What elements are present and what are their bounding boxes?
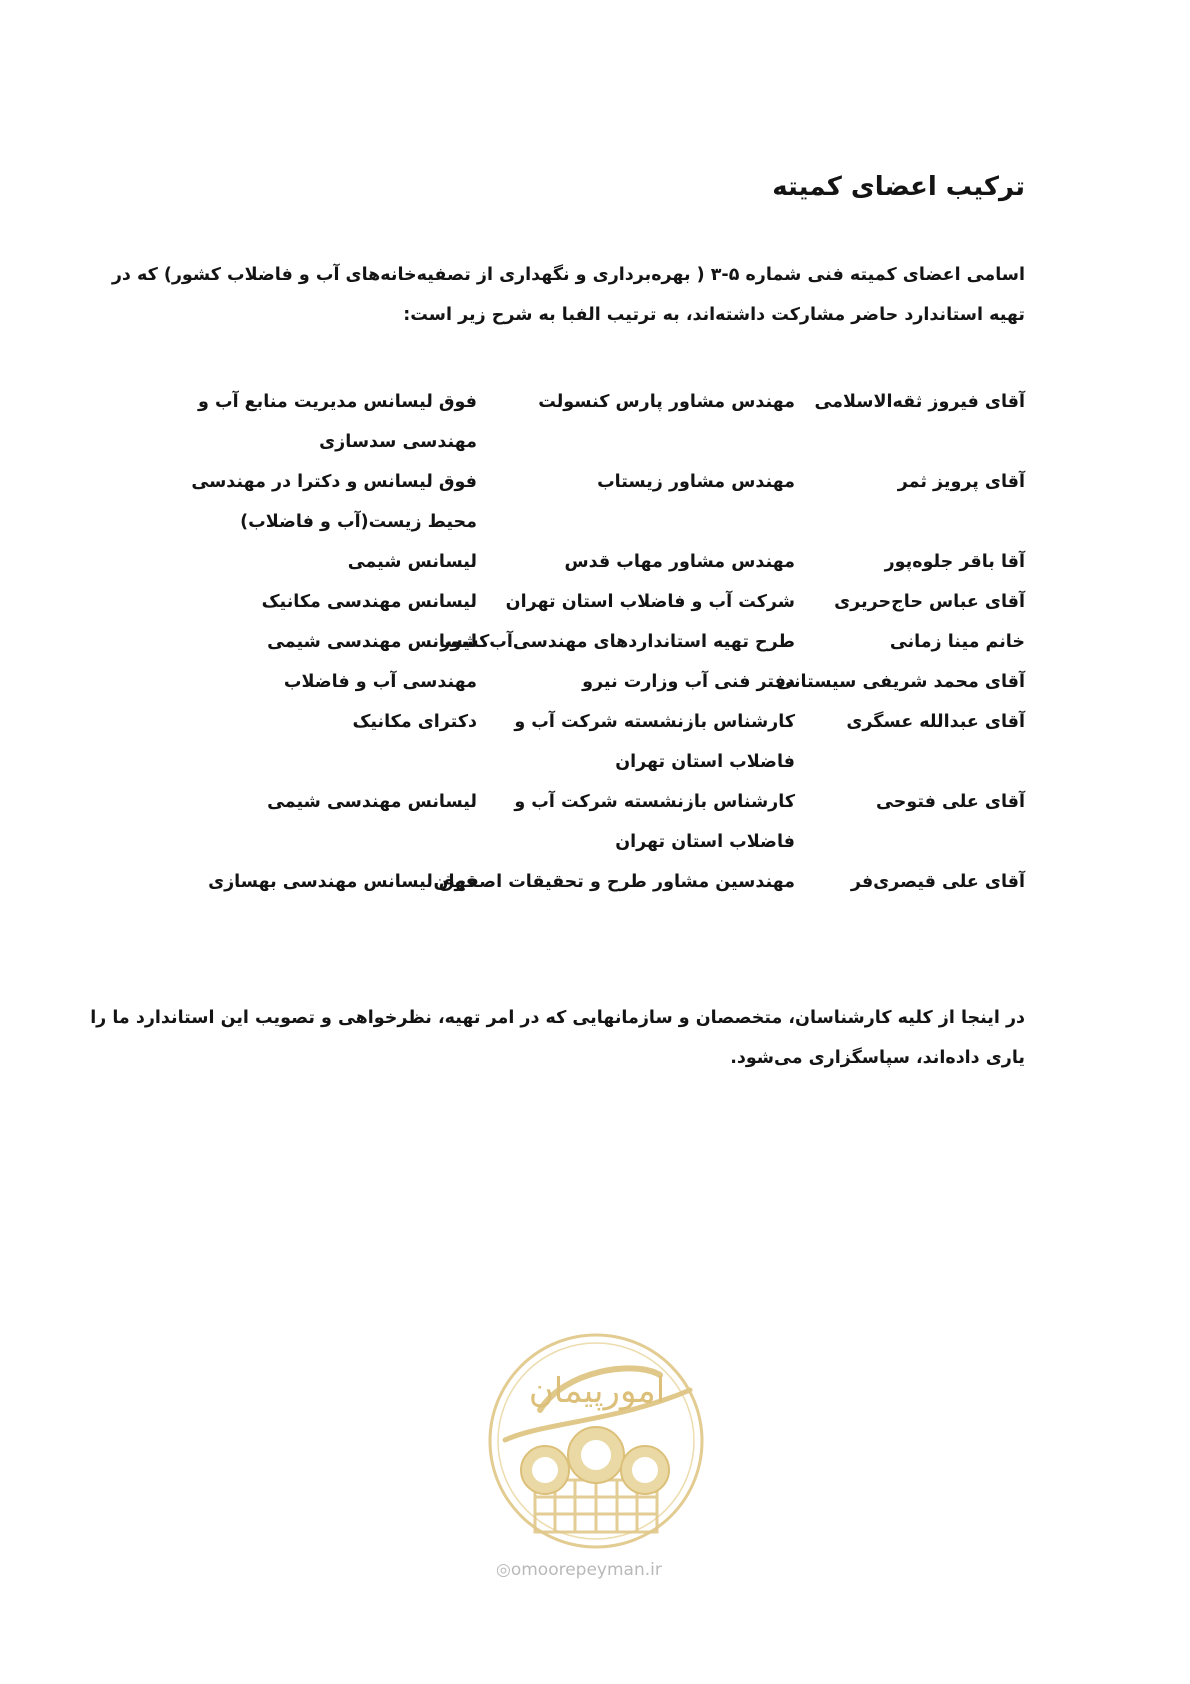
member-degree [165,862,477,902]
watermark-url: omoorepeyman.ir [510,1560,662,1580]
member-row [165,662,1025,702]
intro-line: اسامی اعضای کمیته فنی شماره ۵-۳ ( بهره‌برداری و نگهداری از تصفیه‌خانه‌های آب و فاضلاب کشور) که در [111,265,1025,285]
page-title: ترکیب اعضای کمیته [772,172,1025,202]
closing-paragraph [90,998,1025,1078]
org-line: فاضلاب استان تهران [615,832,795,852]
degree-line: دکترای مکانیک [352,712,477,732]
member-row [165,622,1025,662]
member-name: آقای عبدالله عسگری [846,712,1025,732]
degree-line: لیسانس مهندسی شیمی [267,632,477,652]
org-line: طرح تهیه استانداردهای مهندسی‌آب‌کشور [440,632,795,652]
degree-line: فوق لیسانس مدیریت منابع آب و [198,392,477,412]
member-organization [433,862,795,902]
intro-line: تهیه استاندارد حاضر مشارکت داشته‌اند، به ترتیب الفبا به شرح زیر است: [403,305,1025,325]
degree-line: مهندسی سدسازی [319,432,477,452]
member-organization [477,462,795,542]
member-organization [477,382,795,462]
degree-line: محیط زیست(آب و فاضلاب) [240,512,477,532]
member-degree [165,622,477,662]
member-degree [165,702,477,782]
member-name: آقای فیروز ثقه‌الاسلامی [814,392,1025,412]
watermark-website [496,1560,662,1580]
member-name: آقای عباس حاج‌حریری [834,592,1025,612]
closing-line: یاری داده‌اند، سپاسگزاری می‌شود. [730,1048,1025,1068]
org-line: شرکت آب و فاضلاب استان تهران [505,592,795,612]
member-degree [165,462,477,542]
member-row [165,582,1025,622]
org-line: دفتر فنی آب وزارت نیرو [582,672,795,692]
degree-line: لیسانس شیمی [347,552,477,572]
globe-icon: ◎ [496,1560,511,1580]
watermark-logo-icon [485,1330,707,1552]
closing-line: در اینجا از کلیه کارشناسان، متخصصان و سازمانهایی که در امر تهیه، نظرخواهی و تصویب این استاندارد ما را [90,1008,1025,1028]
org-line: مهندس مشاور پارس کنسولت [538,392,795,412]
members-table [165,382,1025,902]
member-organization [477,582,795,622]
member-row [165,542,1025,582]
degree-line: لیسانس مهندسی مکانیک [261,592,477,612]
intro-paragraph [111,255,1025,335]
org-line: کارشناس بازنشسته شرکت آب و [514,712,795,732]
member-row [165,702,1025,782]
org-line: مهندسین مشاور طرح و تحقیقات اصفهان [433,872,795,892]
degree-line: فوق لیسانس مهندسی بهسازی [208,872,477,892]
member-name: آقای علی قیصری‌فر [850,872,1025,892]
org-line: مهندس مشاور مهاب قدس [564,552,795,572]
member-organization [477,662,795,702]
member-name: آقای پرویز ثمر [897,472,1025,492]
degree-line: لیسانس مهندسی شیمی [267,792,477,812]
member-row [165,462,1025,542]
member-name: خانم مینا زمانی [889,632,1025,652]
member-degree [165,782,477,862]
member-row [165,382,1025,462]
member-organization [440,622,795,662]
member-degree [165,382,477,462]
member-degree [165,582,477,622]
degree-line: فوق لیسانس و دکترا در مهندسی [191,472,477,492]
member-organization [477,702,795,782]
watermark-logo-text: امورپیمان [528,1371,666,1411]
org-line: کارشناس بازنشسته شرکت آب و [514,792,795,812]
member-degree [165,662,477,702]
org-line: مهندس مشاور زیستاب [597,472,795,492]
degree-line: مهندسی آب و فاضلاب [283,672,477,692]
member-name: آقا باقر جلوه‌پور [884,552,1025,572]
org-line: فاضلاب استان تهران [615,752,795,772]
member-degree [165,542,477,582]
member-row [165,862,1025,902]
member-row [165,782,1025,862]
member-name: آقای محمد شریفی سیستانی [776,672,1025,692]
member-organization [477,782,795,862]
member-name: آقای علی فتوحی [876,792,1025,812]
member-organization [477,542,795,582]
